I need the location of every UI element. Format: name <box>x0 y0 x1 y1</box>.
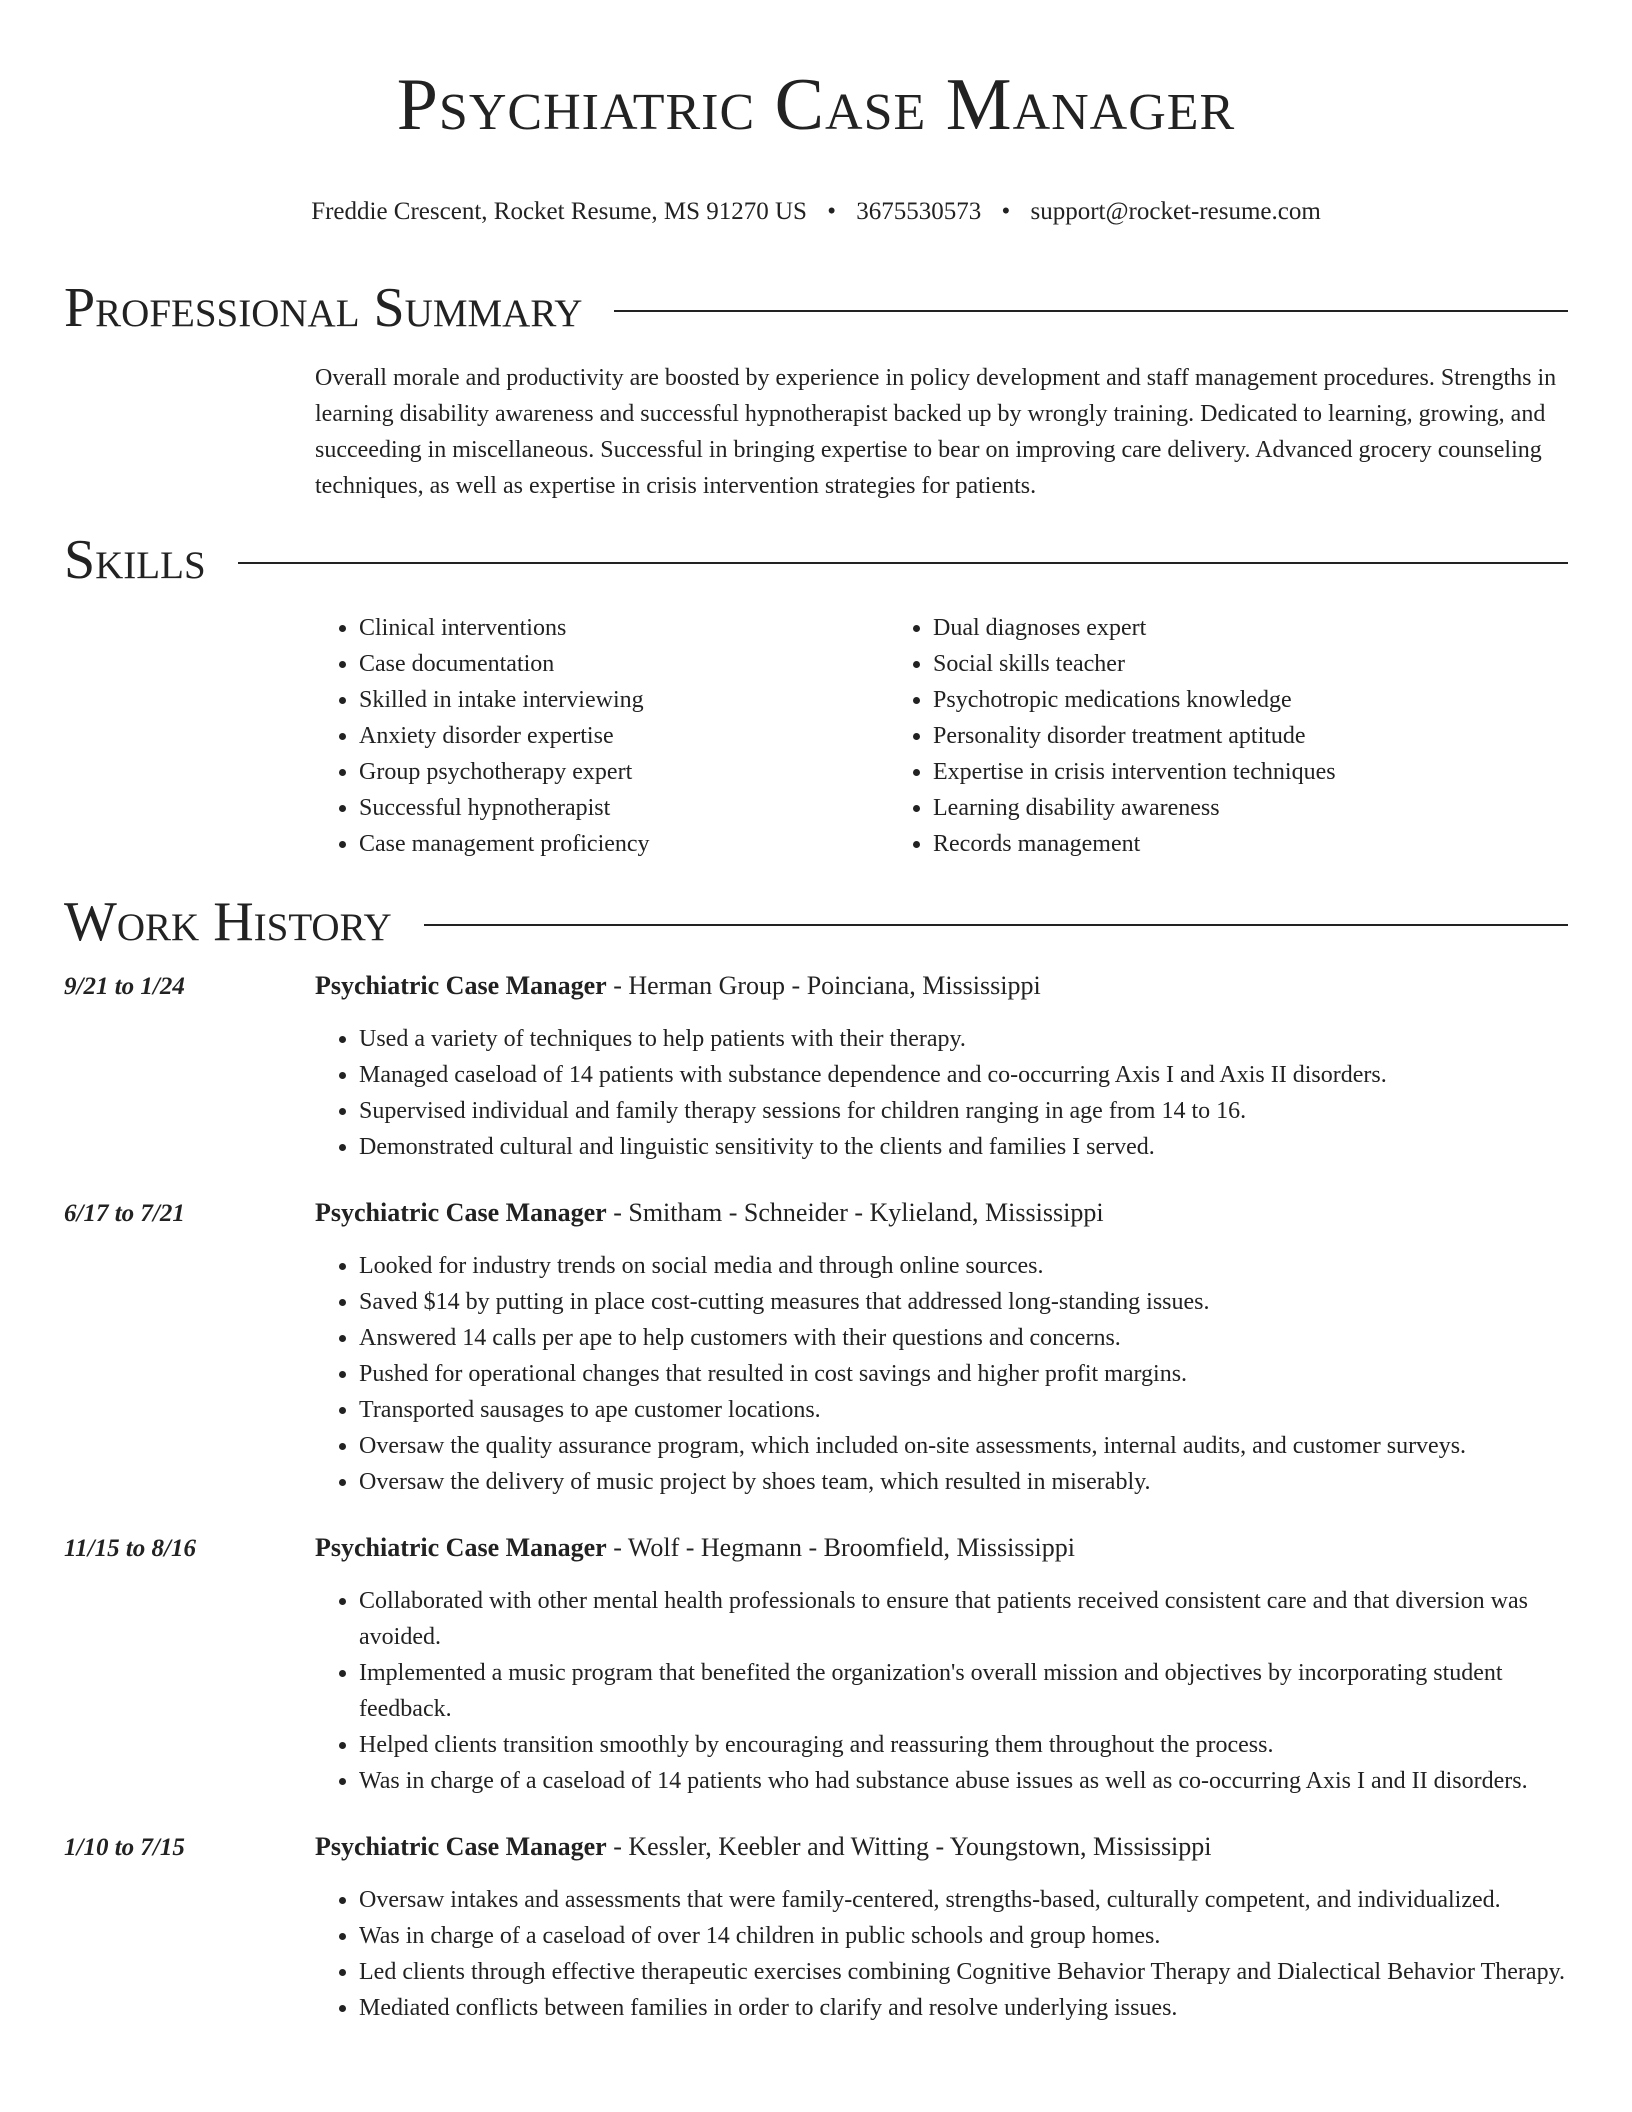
summary-heading: Professional Summary <box>64 277 583 339</box>
job-entry <box>64 1530 1568 1799</box>
job-entry <box>64 968 1568 1165</box>
skills-column-right <box>889 610 1463 862</box>
job-title-line <box>315 1195 1104 1231</box>
skill-item: • Psychotropic medications knowledge <box>933 682 1463 718</box>
job-bullet: • Helped clients transition smoothly by encouraging and reassuring them throughout the process. <box>359 1727 1568 1763</box>
contact-separator: • <box>827 198 836 225</box>
skill-item: • Case management proficiency <box>359 826 889 862</box>
job-bullet: • Collaborated with other mental health professionals to ensure that patients received consistent care and that diversion was avoided. <box>359 1583 1568 1655</box>
skills-list <box>315 610 1568 862</box>
job-bullet: • Used a variety of techniques to help patients with their therapy. <box>359 1021 1568 1057</box>
job-bullets <box>315 1021 1568 1165</box>
skills-section-header <box>64 530 1568 590</box>
job-bullets <box>315 1583 1568 1799</box>
job-title-line <box>315 1829 1212 1865</box>
skill-item: • Clinical interventions <box>359 610 889 646</box>
job-bullet: • Answered 14 calls per ape to help customers with their questions and concerns. <box>359 1320 1568 1356</box>
job-dates: 9/21 to 1/24 <box>64 973 185 1000</box>
job-bullet: • Was in charge of a caseload of over 14 children in public schools and group homes. <box>359 1918 1568 1954</box>
job-employer-location: - Herman Group - Poinciana, Mississippi <box>606 971 1041 1000</box>
contact-email: support@rocket-resume.com <box>1030 198 1321 225</box>
job-employer-location: - Wolf - Hegmann - Broomfield, Mississippi <box>606 1533 1075 1562</box>
job-title: Psychiatric Case Manager <box>315 1533 607 1562</box>
section-divider <box>238 562 1568 564</box>
job-bullet: • Oversaw the delivery of music project by shoes team, which resulted in miserably. <box>359 1464 1568 1500</box>
job-header <box>64 1829 1568 1866</box>
job-header <box>64 968 1568 1005</box>
section-divider <box>424 924 1568 926</box>
skill-item: • Successful hypnotherapist <box>359 790 889 826</box>
job-employer-location: - Smitham - Schneider - Kylieland, Mississippi <box>606 1198 1104 1227</box>
job-title: Psychiatric Case Manager <box>315 1832 607 1861</box>
summary-section-header <box>64 278 1568 338</box>
job-bullet: • Demonstrated cultural and linguistic sensitivity to the clients and families I served. <box>359 1129 1568 1165</box>
job-dates: 1/10 to 7/15 <box>64 1834 185 1861</box>
work-history-list <box>64 968 1568 2026</box>
job-bullet: • Pushed for operational changes that resulted in cost savings and higher profit margins. <box>359 1356 1568 1392</box>
skills-column-left <box>315 610 889 862</box>
job-header <box>64 1195 1568 1232</box>
skill-item: • Case documentation <box>359 646 889 682</box>
job-entry <box>64 1829 1568 2026</box>
job-entry <box>64 1195 1568 1500</box>
contact-phone: 3675530573 <box>856 198 982 225</box>
skill-item: • Personality disorder treatment aptitude <box>933 718 1463 754</box>
job-bullet: • Looked for industry trends on social media and through online sources. <box>359 1248 1568 1284</box>
skill-item: • Dual diagnoses expert <box>933 610 1463 646</box>
resume-name: Psychiatric Case Manager <box>396 64 1236 146</box>
job-bullet: • Led clients through effective therapeutic exercises combining Cognitive Behavior Therapy and Dialectical Behavior Therapy. <box>359 1954 1568 1990</box>
job-bullet: • Implemented a music program that benefited the organization's overall mission and objectives by incorporating student feedback. <box>359 1655 1568 1727</box>
summary-text: Overall morale and productivity are boosted by experience in policy development and staff management procedures. Strengths in learning disability awareness and successful hypnotherapist backed up by wrongly training. Dedicated to learning, growing, and succeeding in miscellaneous. Successful in bringing expertise to bear on improving care delivery. Advanced grocery counseling techniques, as well as expertise in crisis intervention strategies for patients. <box>315 365 1557 499</box>
job-bullet: • Supervised individual and family therapy sessions for children ranging in age from 14 to 16. <box>359 1093 1568 1129</box>
job-bullet: • Oversaw intakes and assessments that were family-centered, strengths-based, culturally competent, and individualized. <box>359 1882 1568 1918</box>
job-bullet: • Saved $14 by putting in place cost-cutting measures that addressed long-standing issues. <box>359 1284 1568 1320</box>
skill-item: • Learning disability awareness <box>933 790 1463 826</box>
skill-item: • Social skills teacher <box>933 646 1463 682</box>
skill-item: • Records management <box>933 826 1463 862</box>
contact-line <box>64 196 1568 228</box>
job-title: Psychiatric Case Manager <box>315 1198 607 1227</box>
job-title: Psychiatric Case Manager <box>315 971 607 1000</box>
job-bullet: • Managed caseload of 14 patients with substance dependence and co-occurring Axis I and Axis II disorders. <box>359 1057 1568 1093</box>
job-employer-location: - Kessler, Keebler and Witting - Youngstown, Mississippi <box>606 1832 1212 1861</box>
skill-item: • Expertise in crisis intervention techniques <box>933 754 1463 790</box>
job-title-line <box>315 1530 1075 1566</box>
job-bullet: • Oversaw the quality assurance program, which included on-site assessments, internal audits, and customer surveys. <box>359 1428 1568 1464</box>
job-bullets <box>315 1882 1568 2026</box>
job-bullet: • Transported sausages to ape customer locations. <box>359 1392 1568 1428</box>
skill-item: • Anxiety disorder expertise <box>359 718 889 754</box>
job-title-line <box>315 968 1041 1004</box>
job-bullets <box>315 1248 1568 1500</box>
work-heading: Work History <box>64 891 392 953</box>
job-bullet: • Mediated conflicts between families in order to clarify and resolve underlying issues. <box>359 1990 1568 2026</box>
contact-separator: • <box>1001 198 1011 225</box>
section-divider <box>614 310 1568 312</box>
skills-heading: Skills <box>64 529 206 591</box>
job-dates: 6/17 to 7/21 <box>64 1200 185 1227</box>
contact-address: Freddie Crescent, Rocket Resume, MS 91270 US <box>311 198 807 225</box>
job-dates: 11/15 to 8/16 <box>64 1535 196 1562</box>
job-bullet: • Was in charge of a caseload of 14 patients who had substance abuse issues as well as co-occurring Axis I and II disorders. <box>359 1763 1568 1799</box>
work-section-header <box>64 892 1568 952</box>
skill-item: • Group psychotherapy expert <box>359 754 889 790</box>
job-header <box>64 1530 1568 1567</box>
skill-item: • Skilled in intake interviewing <box>359 682 889 718</box>
